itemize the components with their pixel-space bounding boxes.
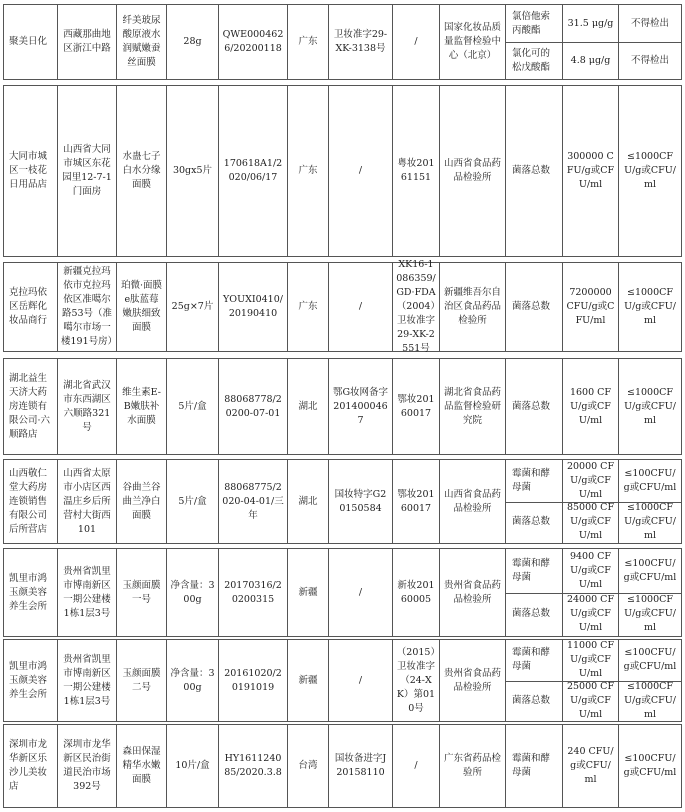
- cell-spec: [166, 359, 218, 454]
- item-result: 4.8 μg/g: [570, 54, 611, 66]
- cell-agency: [439, 460, 505, 543]
- inspection-item: [563, 42, 618, 79]
- item-name: 氯倍他索丙酸酯: [512, 10, 551, 36]
- batch-text: 170618A1/2020/06/17: [223, 158, 283, 183]
- agency-text: 贵州省食品药品检验所: [443, 667, 501, 693]
- item-standard: ≤1000CFU/g或CFU/ml: [624, 502, 676, 542]
- inspection-item: [563, 460, 618, 502]
- inspection-item: [619, 593, 681, 637]
- record-text: /: [358, 586, 363, 598]
- license-text: 新妆20160005: [397, 579, 435, 605]
- inspection-item: [619, 359, 681, 454]
- cell-agency: [439, 359, 505, 454]
- inspection-item: [506, 359, 562, 454]
- inspection-item: [619, 460, 681, 502]
- cell-batch: [218, 725, 287, 807]
- product-text: 维生素E-B嫩肤补水面膜: [122, 386, 161, 426]
- item-divider: [619, 593, 681, 594]
- license-text: （2015）卫妆准字（24-XK）第010号: [396, 646, 436, 714]
- cell-address: [57, 263, 116, 351]
- cell-batch: [218, 549, 287, 636]
- origin-text: 台湾: [298, 760, 318, 771]
- cell-standard: [618, 725, 682, 807]
- item-name: 霉菌和酵母菌: [512, 647, 551, 673]
- product-text: 玉颜面膜 二号: [122, 667, 161, 693]
- item-name: 菌落总数: [512, 301, 551, 312]
- spec-text: 5片/盒: [178, 495, 207, 507]
- cell-seller: [3, 460, 57, 543]
- cell-product: [116, 725, 166, 807]
- cell-address: [57, 640, 116, 721]
- cell-standard: [618, 640, 682, 721]
- item-name: 霉菌和酵母菌: [512, 753, 551, 778]
- cell-license: [392, 640, 439, 721]
- item-name: 菌落总数: [512, 694, 551, 706]
- cell-record: [328, 640, 392, 721]
- cell-result: [562, 549, 618, 636]
- cell-product: [116, 549, 166, 636]
- product-text: 玉颜面膜 一号: [122, 579, 161, 605]
- cell-product: [116, 640, 166, 721]
- seller-text: 山西敬仁堂大药房连锁销售有限公司后所营店: [9, 467, 48, 535]
- cell-license: [392, 359, 439, 454]
- item-standard: ≤1000CFU/g或CFU/ml: [624, 287, 676, 326]
- spec-text: 净含量：300g: [170, 667, 215, 693]
- address-text: 山西省太原市小店区西温庄乡后所营村大街西101: [63, 467, 111, 535]
- inspection-item: [563, 725, 618, 807]
- table-row: [3, 459, 682, 544]
- item-standard: ≤100CFU/g或CFU/ml: [623, 557, 677, 583]
- item-divider: [563, 502, 618, 503]
- item-standard: ≤1000CFU/g或CFU/ml: [624, 151, 676, 190]
- cell-itemName: [505, 86, 562, 256]
- cell-origin: [287, 549, 328, 636]
- item-name: 霉菌和酵母菌: [512, 557, 551, 583]
- address-text: 深圳市龙华新区民治街道民治市场392号: [63, 739, 111, 792]
- cell-seller: [3, 5, 57, 79]
- item-divider: [506, 502, 562, 503]
- item-result: 31.5 μg/g: [567, 17, 614, 29]
- cell-record: [328, 5, 392, 79]
- inspection-item: [563, 681, 618, 722]
- license-text: 鄂妆20160017: [397, 488, 435, 514]
- inspection-item: [563, 549, 618, 593]
- record-text: 国妆特字G20150584: [334, 488, 387, 514]
- cell-itemName: [505, 460, 562, 543]
- cell-spec: [166, 86, 218, 256]
- cell-seller: [3, 86, 57, 256]
- cell-standard: [618, 359, 682, 454]
- cell-result: [562, 640, 618, 721]
- cell-itemName: [505, 640, 562, 721]
- product-text: 纤美玻尿酸原液水润赋嫩蚕丝面膜: [122, 15, 161, 68]
- record-text: 卫妆准字29-XK-3138号: [333, 29, 388, 54]
- batch-text: YOUXI0410/20190410: [223, 294, 283, 319]
- agency-text: 山西省食品药品检验所: [443, 158, 501, 183]
- seller-text: 湖北益生天济大药房连锁有限公司·六顺路店: [9, 372, 51, 440]
- seller-text: 凯里市鸿玉颜美容养生会所: [9, 660, 48, 700]
- cell-spec: [166, 725, 218, 807]
- item-standard: ≤100CFU/g或CFU/ml: [623, 647, 677, 673]
- cell-origin: [287, 460, 328, 543]
- inspection-item: [563, 502, 618, 544]
- cell-agency: [439, 725, 505, 807]
- item-result: 11000 CFU/g或CFU/ml: [566, 640, 615, 680]
- inspection-item: [506, 263, 562, 351]
- cell-agency: [439, 640, 505, 721]
- batch-text: HY161124085/2020.3.8: [224, 753, 282, 778]
- inspection-item: [506, 460, 562, 502]
- cell-batch: [218, 263, 287, 351]
- spec-text: 28g: [183, 36, 202, 47]
- cell-license: [392, 86, 439, 256]
- spec-text: 5片/盒: [178, 400, 207, 412]
- inspection-item: [619, 549, 681, 593]
- item-standard: 不得检出: [630, 17, 669, 29]
- cell-address: [57, 460, 116, 543]
- cell-agency: [439, 86, 505, 256]
- cell-result: [562, 86, 618, 256]
- agency-text: 广东省药品检验所: [443, 753, 501, 778]
- agency-text: 山西省食品药品检验所: [443, 488, 501, 514]
- item-result: 24000 CFU/g或CFU/ml: [566, 594, 615, 634]
- batch-text: 20161020/20191019: [224, 667, 282, 693]
- seller-text: 克拉玛依区岳辉化妆品商行: [9, 287, 48, 326]
- cell-record: [328, 359, 392, 454]
- item-name: 氯化可的松戊酸酯: [512, 47, 551, 73]
- item-divider: [619, 42, 681, 43]
- license-text: XK16-1086359/GD·FDA（2004）卫妆准字29-XK-2551号: [396, 259, 436, 354]
- item-divider: [563, 681, 618, 682]
- address-text: 湖北省武汉市东西湖区六顺路321号: [63, 379, 111, 433]
- seller-text: 凯里市鸿玉颜美容养生会所: [9, 572, 48, 612]
- batch-text: 20170316/20200315: [224, 579, 282, 605]
- table-row: [3, 724, 682, 808]
- spec-text: 净含量：300g: [170, 579, 215, 605]
- agency-text: 湖北省食品药品监督检验研究院: [443, 386, 501, 426]
- cell-agency: [439, 549, 505, 636]
- inspection-item: [506, 681, 562, 722]
- cell-batch: [218, 5, 287, 79]
- item-divider: [563, 42, 618, 43]
- record-text: /: [358, 674, 363, 686]
- item-divider: [506, 42, 562, 43]
- cell-product: [116, 460, 166, 543]
- license-text: /: [414, 36, 418, 47]
- seller-text: 大同市城区一枝花日用品店: [9, 151, 48, 190]
- cell-standard: [618, 263, 682, 351]
- inspection-item: [506, 5, 562, 42]
- cell-spec: [166, 640, 218, 721]
- cell-standard: [618, 5, 682, 79]
- cell-address: [57, 725, 116, 807]
- cell-product: [116, 359, 166, 454]
- inspection-item: [506, 42, 562, 79]
- cell-standard: [618, 549, 682, 636]
- cell-address: [57, 86, 116, 256]
- table-row: [3, 4, 682, 80]
- cell-record: [328, 460, 392, 543]
- cell-seller: [3, 263, 57, 351]
- item-divider: [506, 681, 562, 682]
- batch-text: QWE0004626/20200118: [222, 29, 284, 54]
- table-row: [3, 548, 682, 637]
- origin-text: 湖北: [298, 400, 318, 412]
- item-result: 20000 CFU/g或CFU/ml: [566, 460, 615, 500]
- table-row: [3, 358, 682, 455]
- inspection-item: [506, 640, 562, 681]
- agency-text: 贵州省食品药品检验所: [443, 579, 501, 605]
- cell-spec: [166, 263, 218, 351]
- spec-text: 25g×7片: [171, 301, 214, 312]
- item-result: 1600 CFU/g或CFU/ml: [569, 386, 612, 426]
- cell-record: [328, 263, 392, 351]
- item-standard: 不得检出: [630, 54, 669, 66]
- item-name: 霉菌和酵母菌: [512, 467, 551, 493]
- cell-license: [392, 5, 439, 79]
- batch-text: 88068775/2020-04-01/三年: [222, 481, 284, 521]
- inspection-item: [506, 593, 562, 637]
- item-standard: ≤1000CFU/g或CFU/ml: [624, 594, 676, 634]
- cell-origin: [287, 263, 328, 351]
- item-result: 240 CFU/g或CFU/ml: [567, 746, 614, 785]
- cell-product: [116, 263, 166, 351]
- item-result: 300000 CFU/g或CFU/ml: [566, 151, 615, 190]
- inspection-item: [506, 86, 562, 256]
- cell-result: [562, 5, 618, 79]
- cell-agency: [439, 5, 505, 79]
- cell-address: [57, 359, 116, 454]
- batch-text: 88068778/20200-07-01: [224, 393, 282, 419]
- table-row: [3, 639, 682, 722]
- product-text: 水蛊七子白水分缘面膜: [122, 151, 161, 190]
- table-row: [3, 259, 682, 354]
- item-name: 菌落总数: [512, 516, 551, 528]
- cell-itemName: [505, 725, 562, 807]
- origin-text: 广东: [298, 165, 318, 176]
- inspection-item: [506, 502, 562, 544]
- cell-origin: [287, 640, 328, 721]
- item-divider: [619, 681, 681, 682]
- cell-result: [562, 359, 618, 454]
- inspection-item: [619, 725, 681, 807]
- cell-standard: [618, 86, 682, 256]
- item-divider: [619, 502, 681, 503]
- item-name: 菌落总数: [512, 165, 551, 176]
- cell-result: [562, 263, 618, 351]
- seller-text: 聚美日化: [9, 36, 48, 47]
- inspection-item: [619, 502, 681, 544]
- license-text: 粤妆20161151: [397, 158, 435, 183]
- inspection-item: [506, 725, 562, 807]
- cell-seller: [3, 359, 57, 454]
- cell-product: [116, 86, 166, 256]
- cell-license: [392, 460, 439, 543]
- inspection-item: [619, 681, 681, 722]
- cell-agency: [439, 263, 505, 351]
- record-text: 国妆备进字J20158110: [334, 753, 387, 778]
- cell-origin: [287, 5, 328, 79]
- inspection-item: [506, 549, 562, 593]
- address-text: 贵州省凯里市博南新区一期公建楼1栋1层3号: [63, 653, 111, 707]
- cell-address: [57, 5, 116, 79]
- item-standard: ≤100CFU/g或CFU/ml: [623, 753, 677, 778]
- cell-itemName: [505, 549, 562, 636]
- cell-result: [562, 725, 618, 807]
- inspection-item: [619, 263, 681, 351]
- cell-origin: [287, 725, 328, 807]
- address-text: 山西省大同市城区东花园里12-7-1门面房: [62, 144, 112, 197]
- cell-batch: [218, 460, 287, 543]
- cell-origin: [287, 359, 328, 454]
- inspection-item: [563, 359, 618, 454]
- item-divider: [563, 593, 618, 594]
- cell-batch: [218, 86, 287, 256]
- address-text: 新疆克拉玛依市克拉玛依区准噶尔路53号（准噶尔市场一楼191号房）: [61, 266, 118, 347]
- origin-text: 新疆: [298, 674, 318, 686]
- cell-batch: [218, 640, 287, 721]
- inspection-item: [619, 640, 681, 681]
- cell-license: [392, 549, 439, 636]
- inspection-item: [619, 5, 681, 42]
- cell-standard: [618, 460, 682, 543]
- cell-itemName: [505, 359, 562, 454]
- cell-record: [328, 725, 392, 807]
- table-row: [3, 85, 682, 257]
- inspection-item: [563, 640, 618, 681]
- item-standard: ≤1000CFU/g或CFU/ml: [624, 680, 676, 720]
- license-text: 鄂妆20160017: [397, 393, 435, 419]
- inspection-item: [563, 86, 618, 256]
- item-result: 7200000 CFU/g或CFU/ml: [566, 287, 615, 326]
- record-text: /: [358, 301, 363, 312]
- origin-text: 广东: [298, 36, 318, 47]
- cell-spec: [166, 549, 218, 636]
- cell-seller: [3, 640, 57, 721]
- cell-seller: [3, 725, 57, 807]
- origin-text: 新疆: [298, 586, 318, 598]
- product-text: 谷曲兰谷曲兰净白面膜: [122, 481, 161, 521]
- seller-text: 深圳市龙华新区乐沙儿美妆店: [9, 739, 48, 792]
- agency-text: 新疆维吾尔自治区食品药品检验所: [443, 287, 501, 326]
- cell-address: [57, 549, 116, 636]
- cell-spec: [166, 5, 218, 79]
- inspection-item: [563, 5, 618, 42]
- inspection-item: [619, 86, 681, 256]
- origin-text: 湖北: [298, 495, 318, 507]
- inspection-item: [563, 263, 618, 351]
- inspection-item: [563, 593, 618, 637]
- address-text: 西藏那曲地区浙江中路: [63, 29, 111, 54]
- cell-record: [328, 549, 392, 636]
- product-text: 森田保湿精华水嫩面膜: [122, 746, 161, 785]
- item-result: 25000 CFU/g或CFU/ml: [566, 680, 615, 720]
- cell-itemName: [505, 5, 562, 79]
- cell-record: [328, 86, 392, 256]
- record-text: /: [358, 165, 363, 176]
- cell-product: [116, 5, 166, 79]
- inspection-item: [619, 42, 681, 79]
- cell-license: [392, 725, 439, 807]
- item-divider: [506, 593, 562, 594]
- cell-seller: [3, 549, 57, 636]
- cell-spec: [166, 460, 218, 543]
- item-standard: ≤1000CFU/g或CFU/ml: [624, 386, 676, 426]
- cell-batch: [218, 359, 287, 454]
- address-text: 贵州省凯里市博南新区一期公建楼1栋1层3号: [63, 565, 111, 619]
- item-name: 菌落总数: [512, 608, 551, 620]
- item-standard: ≤100CFU/g或CFU/ml: [623, 467, 677, 493]
- spec-text: 10片/盒: [175, 760, 210, 771]
- cell-result: [562, 460, 618, 543]
- record-text: 鄂G妆网备字2014000467: [332, 386, 389, 426]
- product-text: 珀微·面膜e肽蓝莓嫩肤细致面膜: [120, 280, 163, 333]
- license-text: /: [414, 760, 418, 771]
- item-result: 85000 CFU/g或CFU/ml: [566, 502, 615, 542]
- cell-itemName: [505, 263, 562, 351]
- item-name: 菌落总数: [512, 400, 551, 412]
- cell-license: [392, 259, 439, 354]
- origin-text: 广东: [298, 301, 318, 312]
- agency-text: 国家化妆品质量监督检验中心（北京）: [443, 22, 501, 61]
- item-result: 9400 CFU/g或CFU/ml: [569, 550, 612, 590]
- cell-origin: [287, 86, 328, 256]
- spec-text: 30gx5片: [172, 165, 213, 176]
